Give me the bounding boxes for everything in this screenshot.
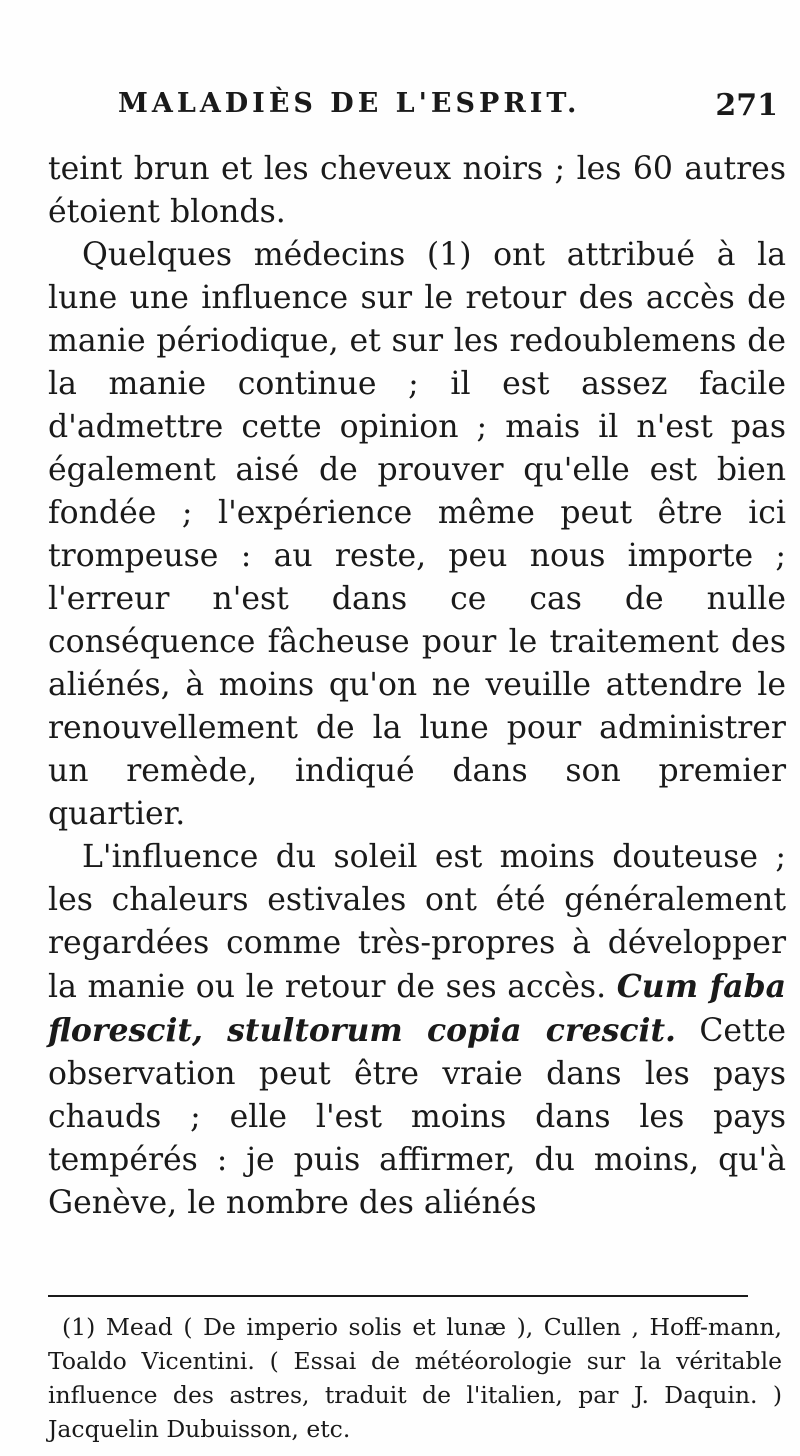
page-number: 271 — [715, 88, 778, 123]
footnote-text: (1) Mead ( De imperio solis et lunæ ), Cullen , Hoff-mann, Toaldo Vicentini. ( Essai de météorologie sur la véritable influence des astres, traduit de l'italien, par J. Daquin. ) Jacquelin Dubuisson, etc. — [48, 1313, 782, 1443]
paragraph-3 — [48, 836, 786, 1225]
paragraph-3-end: Cette observation peut être vraie dans les pays chauds ; elle l'est moins dans les pays tempérés : je puis affirmer, du moins, qu'à Genève, le nombre des aliénés — [48, 1013, 787, 1221]
latin-proverb: Cum faba florescit, stultorum copia crescit. — [48, 968, 787, 1049]
page-header — [118, 88, 778, 128]
paragraph-3-start: L'influence du soleil est moins douteuse ; les chaleurs estivales ont été généralement regardées comme très-propres à développer la manie ou le retour de ses accès. — [48, 839, 786, 1005]
footnote-rule — [48, 1295, 748, 1297]
paragraph-2: Quelques médecins (1) ont attribué à la lune une influence sur le retour des accès de manie périodique, et sur les redoublemens de la manie continue ; il est assez facile d'admettre cette opinion ; mais il n'est pas également aisé de prouver qu'elle est bien fondée ; l'expérience même peut être ici trompeuse : au reste, peu nous importe ; l'erreur n'est dans ce cas de nulle conséquence fâcheuse pour le traitement des aliénés, à moins qu'on ne veuille attendre le renouvellement de la lune pour administrer un remède, indiqué dans son premier quartier. — [48, 237, 786, 832]
running-title: MALADIÈS DE L'ESPRIT. — [118, 88, 581, 119]
footnote — [48, 1310, 782, 1446]
paragraph-1: teint brun et les cheveux noirs ; les 60 autres étoient blonds. — [48, 151, 786, 230]
main-text — [48, 148, 786, 1225]
